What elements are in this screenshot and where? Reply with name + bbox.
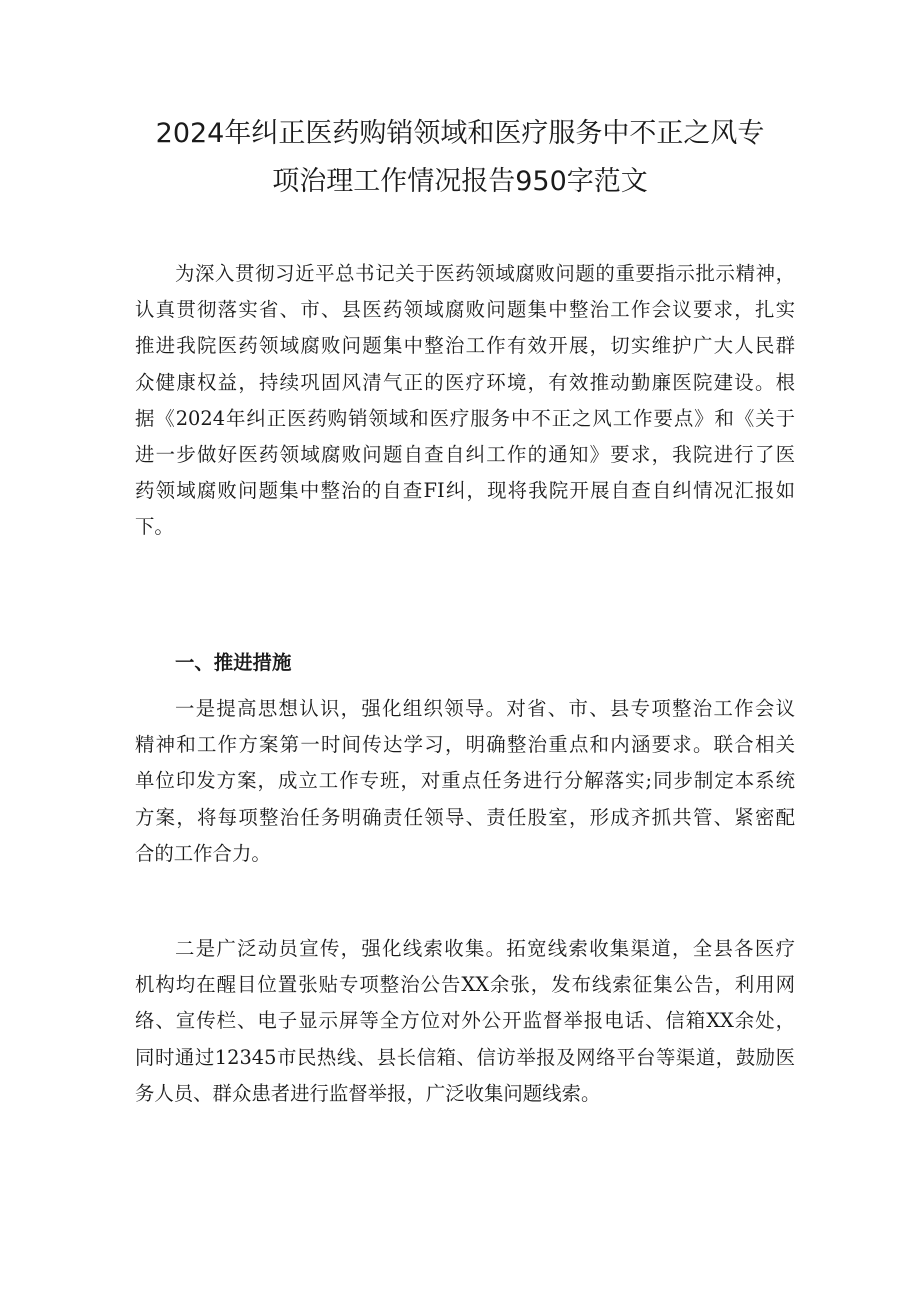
paragraph-line: 认真贯彻落实省、市、县医药领域腐败问题集中整治工作会议要求，扎实 bbox=[135, 298, 795, 322]
paragraph-line: 二是广泛动员宣传，强化线索收集。拓宽线索收集渠道，全县各医疗 bbox=[175, 937, 795, 960]
paragraph-line: 药领域腐败问题集中整治的自查FI纠，现将我院开展自查自纠情况汇报如 bbox=[135, 479, 795, 503]
paragraph-line: 众健康权益，持续巩固风清气正的医疗环境，有效推动勤廉医院建设。根 bbox=[135, 370, 795, 394]
paragraph-line: 进一步做好医药领域腐败问题自查自纠工作的通知》要求，我院进行了医 bbox=[135, 442, 795, 466]
paragraph-line: 据《2024年纠正医药购销领域和医疗服务中不正之风工作要点》和《关于 bbox=[135, 406, 795, 430]
paragraph-line: 机构均在醒目位置张贴专项整治公告XX余张，发布线索征集公告，利用网 bbox=[135, 973, 795, 997]
document-title-line-1: 2024年纠正医药购销领域和医疗服务中不正之风专 bbox=[155, 118, 765, 149]
paragraph-intro bbox=[135, 256, 795, 546]
paragraph-line: 下。 bbox=[135, 515, 174, 539]
paragraph-line: 同时通过12345市民热线、县长信箱、信访举报及网络平台等渠道，鼓励医 bbox=[135, 1045, 795, 1069]
paragraph-line: 合的工作合力。 bbox=[135, 841, 271, 865]
paragraph-line: 一是提高思想认识，强化组织领导。对省、市、县专项整治工作会议 bbox=[175, 697, 795, 720]
paragraph-line: 务人员、群众患者进行监督举报，广泛收集问题线索。 bbox=[135, 1081, 601, 1105]
paragraph-line: 为深入贯彻习近平总书记关于医药领域腐败问题的重要指示批示精神， bbox=[175, 262, 795, 285]
paragraph-line: 精神和工作方案第一时间传达学习，明确整治重点和内涵要求。联合相关 bbox=[135, 733, 795, 757]
paragraph-line: 方案，将每项整治任务明确责任领导、责任股室，形成齐抓共管、紧密配 bbox=[135, 805, 795, 829]
paragraph-line: 络、宣传栏、电子显示屏等全方位对外公开监督举报电话、信箱XX余处， bbox=[135, 1009, 795, 1033]
paragraph-organization bbox=[135, 691, 795, 872]
paragraph-line: 推进我院医药领域腐败问题集中整治工作有效开展，切实维护广大人民群 bbox=[135, 334, 795, 358]
document-title-line-2: 项治理工作情况报告950字范文 bbox=[272, 166, 648, 197]
paragraph-line: 单位印发方案，成立工作专班，对重点任务进行分解落实;同步制定本系统 bbox=[135, 769, 795, 793]
section-heading-measures: 一、推进措施 bbox=[175, 651, 292, 674]
paragraph-publicity bbox=[135, 931, 795, 1112]
